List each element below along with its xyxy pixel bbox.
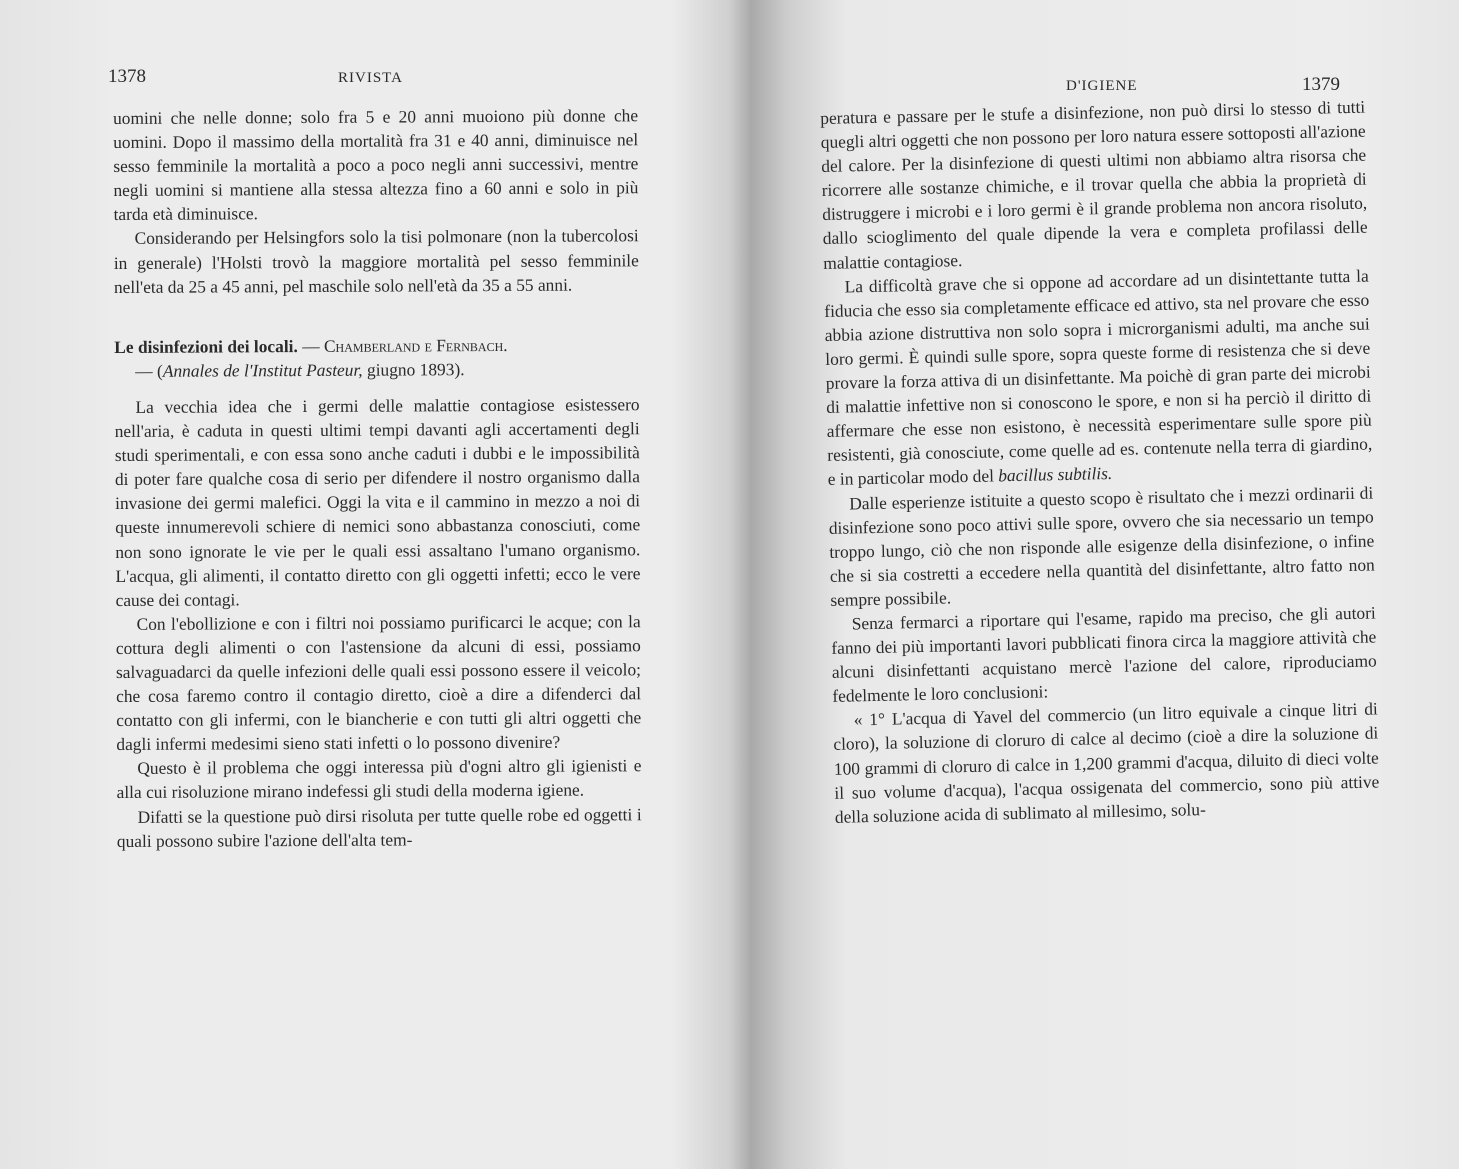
paragraph: peratura e passare per le stufe a disinfezione, non può dirsi lo stesso di tutti quegli altri oggetti che non possono per loro natura essere sottoposti all'azione del calore. Per la disinfezione di questi ultimi non abbiamo altra risorsa che ricorrere alle sostanze chimiche, e il trovar quella che abbia la proprietà di distruggere i microbi e i loro germi è il grande problema non ancora risoluto, dallo scioglimento del quale dipende la vera e completa profilassi delle malattie contagiose. — [820, 96, 1368, 273]
paragraph: Dalle esperienze istituite a questo scopo è risultato che i mezzi ordinarii di disinfezione sono poco attivi sulle spore, ovvero che sia necessario un tempo troppo lungo, ciò che non risponde alle esigenze della disinfezione, o infine che si sia costretti a eccedere nella quantità del disinfettante, altro fatto non sempre possibile. — [828, 482, 1375, 610]
journal-title: Annales de l'Institut Pasteur, — [162, 359, 363, 381]
section-authors: Chamberland e Fernbach. — [323, 334, 508, 356]
source-prefix: — ( — [135, 360, 163, 381]
page-number: 1378 — [108, 66, 146, 87]
section-gap — [114, 296, 639, 335]
section-title: Le disinfezioni dei locali. — [114, 335, 298, 357]
paragraph — [824, 263, 1373, 491]
species-name: bacillus subtilis. — [998, 463, 1113, 486]
paragraph: Senza fermarci a riportare qui l'esame, rapido ma preciso, che gli autori fanno dei più importanti lavori pubblicati finora circa la maggiore attività che alcuni disinfettanti acquistano mercè l'azione del calore, riproduciamo fedelmente le loro conclusioni: — [831, 602, 1377, 707]
paragraph: « 1° L'acqua di Yavel del commercio (un litro equivale a cinque litri di cloro), la soluzione di cloruro di calce al decimo (cioè a dire la soluzione di 100 grammi di cloruro di calce in 1,200 grammi d'acqua, diluito di dieci volte il suo volume d'acqua), l'acqua ossigenata del commercio, sono più attive della soluzione acida di sublimato al millesimo, solu- — [833, 698, 1380, 827]
paragraph: uomini che nelle donne; solo fra 5 e 20 anni muoiono più donne che uomini. Dopo il massimo della mortalità fra 31 e 40 anni, diminuisce nel sesso femminile la mortalità a poco a poco negli anni successivi, mentre negli uomini si mantiene alla stessa altezza fino a 60 anni e solo in più tarda età diminuisce. — [113, 105, 639, 225]
paragraph: Questo è il problema che oggi interessa più d'ogni altro gli igienisti e alla cui risoluzione mirano indefessi gli studi della moderna igiene. — [116, 755, 642, 803]
paragraph: La vecchia idea che i germi delle malattie contagiose esistessero nell'aria, è caduta in questi ultimi tempi davanti agli accertamenti degli studi sperimentali, e con essa sono anche caduti i dubbi e le impossibilità di poter fare qualche cosa di serio per difendere il nostro organismo dalla invasione dei germi malefici. Oggi la vita e il cammino in mezzo a noi di queste innumerevoli schiere di nemici sono abbastanza conosciuti, come non sono ignorate le vie per le quali essi assaltano l'umano organismo. L'acqua, gli alimenti, il contatto diretto con gli oggetti infetti; ecco le vere cause dei contagi. — [114, 394, 641, 610]
source-suffix: giugno 1893). — [362, 359, 465, 380]
running-head: RIVISTA — [338, 70, 403, 86]
page-number: 1379 — [1302, 74, 1340, 95]
section-heading — [114, 332, 639, 359]
paragraph: Con l'ebollizione e con i filtri noi possiamo purificarci le acque; con la cottura degli alimenti o con l'astensione da alcuni di essi, possiamo salvaguadarci da quelle infezioni delle quali essi possono essere il veicolo; che cosa faremo contro il contagio diretto, cioè a dire a difenderci dal contatto con gli infermi, con le biancherie e con tutti gli altri oggetti che dagli infermi medesimi sieno stati infetti o lo possono divenire? — [115, 611, 642, 755]
paragraph: Considerando per Helsingfors solo la tisi polmonare (non la tubercolosi in generale) l'Holsti trovò la maggiore mortalità pel sesso femminile nell'eta da 25 a 45 anni, pel maschile solo nell'età da 35 a 55 anni. — [113, 225, 639, 297]
heading-dash: — — [297, 335, 324, 356]
paragraph: Difatti se la questione può dirsi risoluta per tutte quelle robe ed oggetti i quali possono subire l'azione dell'alta tem- — [116, 803, 642, 851]
right-page — [730, 0, 1459, 1169]
paragraph-text: La difficoltà grave che si oppone ad accordare ad un disintettante tutta la fiducia che esso sia completamente efficace ed attivo, sta nel provare che esso abbia azione distruttiva non solo sopra i microrganismi adulti, ma anche sui loro germi. È quindi sulle spore, sopra queste forme di resistenza che si deve provare la forza attiva di un disinfettante. Ma poichè di gran parte dei microbi di malattie infettive non si conoscono le spore, e non si ha perciò il diritto di affermare che esse non esistono, è necessità esperimentare sulle spore più resistenti, già conosciute, come quelle ad es. contenute nella terra di giardino, e in particolar modo del — [824, 265, 1373, 490]
running-head: D'IGIENE — [1066, 78, 1138, 94]
right-page-body — [820, 95, 1380, 829]
section-source — [114, 356, 639, 383]
left-page-body — [113, 103, 642, 852]
